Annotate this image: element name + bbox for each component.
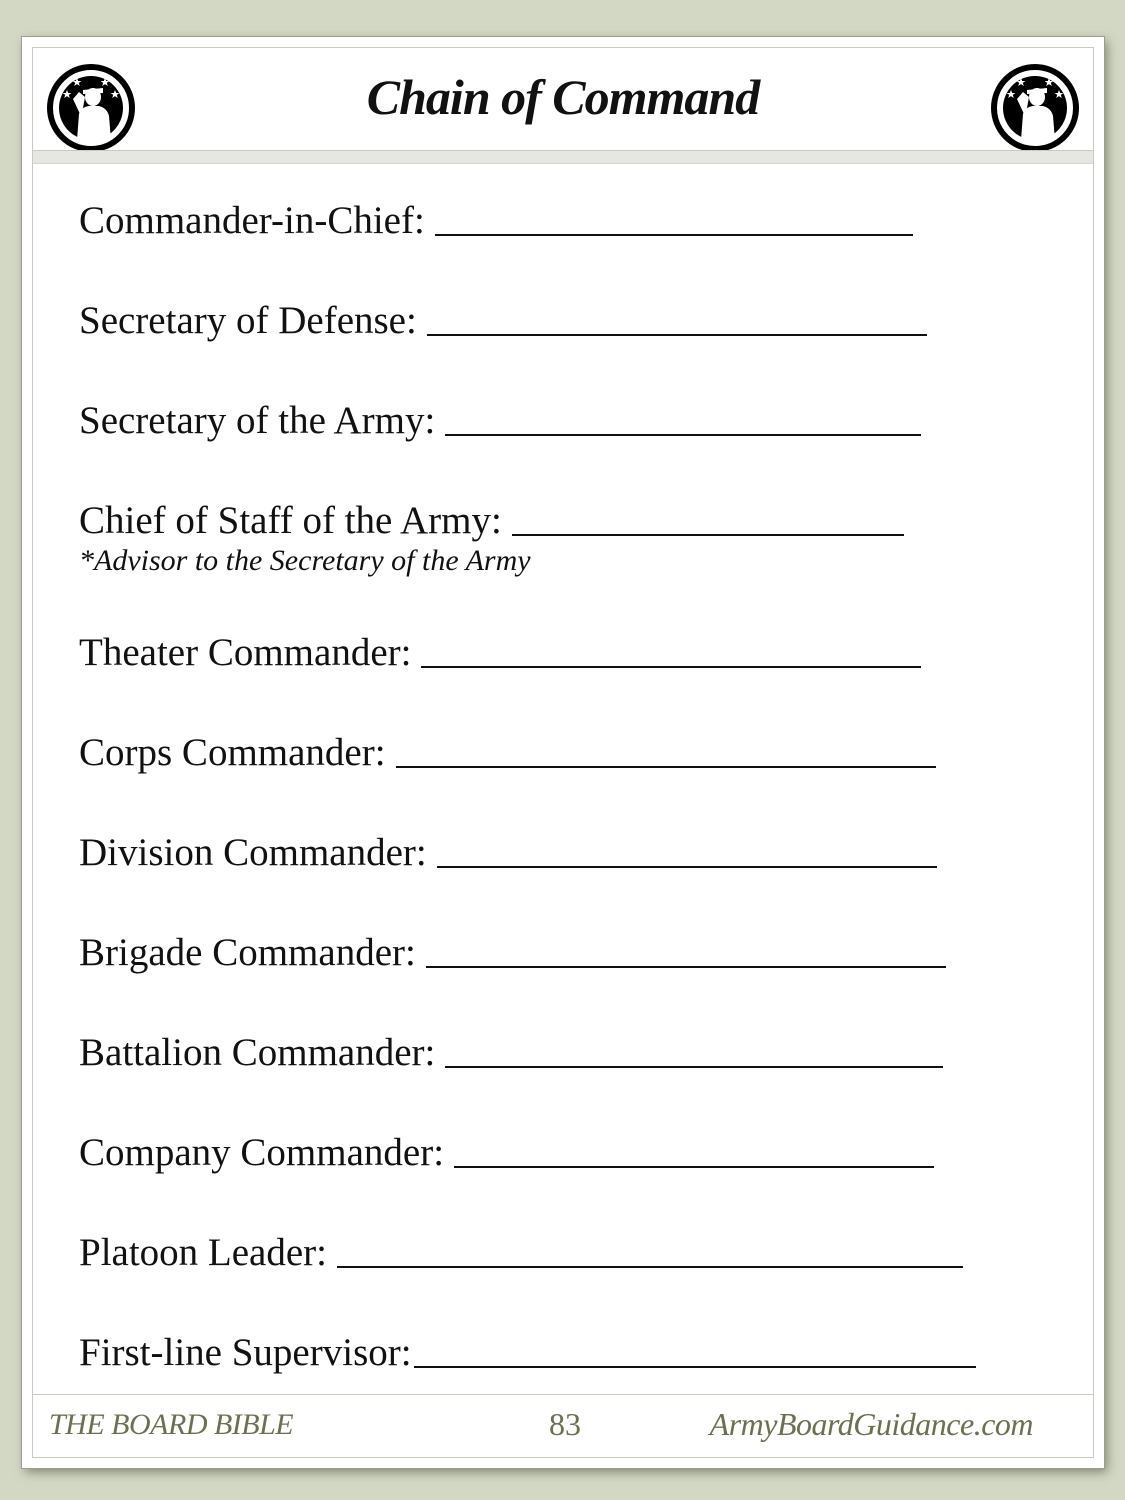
row-label: First-line Supervisor: bbox=[79, 1331, 412, 1374]
list-item bbox=[79, 630, 921, 676]
list-item bbox=[79, 198, 913, 244]
list-item bbox=[79, 1330, 976, 1376]
footer bbox=[33, 1404, 1093, 1450]
advisor-note: *Advisor to the Secretary of the Army bbox=[79, 544, 531, 577]
header-divider bbox=[33, 150, 1093, 164]
row-label: Platoon Leader: bbox=[79, 1231, 327, 1274]
list-item bbox=[79, 1030, 943, 1076]
row-label: Company Commander: bbox=[79, 1131, 445, 1174]
fill-in-blank[interactable] bbox=[437, 866, 937, 868]
list-item bbox=[79, 1230, 963, 1276]
inner-frame bbox=[32, 47, 1094, 1458]
page-title: Chain of Command bbox=[366, 69, 760, 125]
row-label: Battalion Commander: bbox=[79, 1031, 436, 1074]
fill-in-blank[interactable] bbox=[426, 966, 946, 968]
list-item bbox=[79, 930, 946, 976]
fill-in-blank[interactable] bbox=[435, 234, 913, 236]
fill-in-blank[interactable] bbox=[454, 1166, 934, 1168]
row-label: Theater Commander: bbox=[79, 631, 412, 674]
list-item bbox=[79, 298, 927, 344]
list-item bbox=[79, 398, 921, 444]
saluting-soldier-icon bbox=[991, 64, 1079, 152]
list-item bbox=[79, 1130, 934, 1176]
row-label: Commander-in-Chief: bbox=[79, 199, 425, 242]
footer-divider bbox=[33, 1394, 1093, 1395]
fill-in-blank[interactable] bbox=[512, 534, 904, 536]
list-item bbox=[79, 730, 936, 776]
page-card bbox=[22, 37, 1104, 1468]
row-label: Corps Commander: bbox=[79, 731, 386, 774]
list-item bbox=[79, 498, 904, 544]
page-number: 83 bbox=[549, 1406, 581, 1442]
row-label: Secretary of Defense: bbox=[79, 299, 417, 342]
row-label: Division Commander: bbox=[79, 831, 427, 874]
website-url: ArmyBoardGuidance.com bbox=[709, 1406, 1033, 1442]
row-label: Brigade Commander: bbox=[79, 931, 416, 974]
book-title: THE BOARD BIBLE bbox=[49, 1408, 294, 1441]
fill-in-blank[interactable] bbox=[445, 434, 921, 436]
fill-in-blank[interactable] bbox=[445, 1066, 943, 1068]
header bbox=[33, 48, 1093, 150]
list-item bbox=[79, 830, 937, 876]
fill-in-blank[interactable] bbox=[414, 1366, 976, 1368]
row-label: Chief of Staff of the Army: bbox=[79, 499, 502, 542]
fill-in-blank[interactable] bbox=[427, 334, 927, 336]
fill-in-blank[interactable] bbox=[337, 1266, 963, 1268]
fill-in-blank[interactable] bbox=[421, 666, 921, 668]
row-label: Secretary of the Army: bbox=[79, 399, 436, 442]
fill-in-blank[interactable] bbox=[396, 766, 936, 768]
